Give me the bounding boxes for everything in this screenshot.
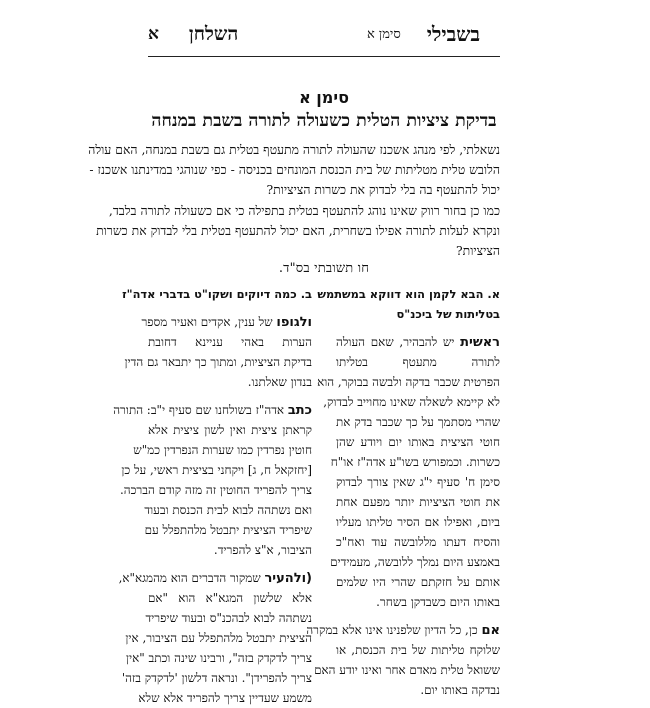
header-rule bbox=[148, 56, 500, 57]
lead-word: (ולהעיר bbox=[264, 571, 312, 586]
paragraph-text: יש להבהיר, שאם העולה bbox=[336, 335, 455, 349]
lead-word: כתב bbox=[287, 403, 312, 418]
paragraph-line: שיפריד הציצית יתבטל מלהתפלל עם bbox=[144, 523, 312, 537]
paragraph-line: צריך לדקדק בזה", ורבינו שינה וכתב "אין bbox=[125, 651, 312, 665]
running-header bbox=[148, 14, 480, 54]
question2-line: כמו כן בחור רווק שאינו נוהג להתעטף בטלית בתפילה כי אם כשעולה לתורה בלבד, bbox=[108, 203, 500, 218]
paragraph-first-line bbox=[141, 312, 312, 332]
paragraph-line: נשתהה לבוא לבהכנ"ס ובעוד שיפריד bbox=[145, 611, 312, 625]
lead-word: אם bbox=[481, 623, 500, 638]
paragraph-line: באמצע היום נמלך ללובשה, מעמידים bbox=[330, 555, 500, 569]
question2-line: הציציות? bbox=[456, 243, 500, 258]
section-a-heading: בטליתות של ביכנ"ס bbox=[396, 307, 500, 321]
question-line: יכול להתעטף בה בלי לבדוק את כשרות הציציות? bbox=[266, 182, 500, 197]
question-line: נשאלתי, לפי מנהג אשכנז שהעולה לתורה מתעטף בטלית גם בשבת במנחה, האם עולה bbox=[88, 142, 500, 157]
running-header-book: בשבילי bbox=[426, 21, 480, 46]
main-title: בדיקת ציציות הטלית כשעולה לתורה בשבת במנחה bbox=[151, 111, 497, 131]
paragraph-line: הפרטית שכבר בדקה ולבשה בבוקר, הוא bbox=[317, 375, 500, 389]
paragraph-line: את חוטי הציציות יותר מפעם אחת bbox=[336, 495, 500, 509]
siman-title: סימן א bbox=[299, 88, 349, 107]
paragraph-line: ואם נשתהה לבוא לבית הכנסת ובעוד bbox=[144, 503, 312, 517]
paragraph-line: שלוקח טליתות של בית הכנסת, או bbox=[336, 643, 500, 657]
section-b-heading: ב. כמה דיוקים ושקו"ט בדברי אדה"ז bbox=[122, 287, 312, 301]
paragraph-first-line bbox=[336, 332, 500, 352]
left-column bbox=[113, 284, 312, 708]
paragraph-line: הערות באהי עניינא דחובת bbox=[148, 335, 312, 349]
lead-word: ראשית bbox=[460, 335, 501, 350]
paragraph-line: והסיח דעתו מללובשה עוד ואח"כ bbox=[336, 535, 500, 549]
running-header-siman: סימן א bbox=[366, 27, 401, 42]
paragraph-line: שהרי מסתמך על כך שכבר בדק את bbox=[336, 415, 500, 429]
paragraph-line: צריך להפרידן". ונראה דלשון 'לדקדק בזה' bbox=[121, 671, 312, 685]
paragraph-line: נבדקה באותו יום. bbox=[420, 683, 500, 697]
paragraph-line: חוטין נפרדין כמו שערות הנפרדין כמ"ש bbox=[133, 443, 312, 457]
page-number: א bbox=[148, 24, 159, 44]
paragraph-line: אותם על חזקתם שהרי היו שלמים bbox=[336, 575, 500, 589]
lead-word: ולגופו bbox=[276, 315, 312, 330]
paragraph-line: באותו היום כשבדקן בשחר. bbox=[376, 595, 500, 609]
paragraph-first-line bbox=[113, 400, 312, 420]
paragraph-line: בנדון שאלתנו. bbox=[247, 375, 312, 389]
running-header-series: השלחן bbox=[188, 22, 239, 45]
question2-line: ונקרא לעלות לתורה אפילו בשחרית, האם יכול להתעטף בטלית בלי לבדוק את כשרות bbox=[96, 223, 500, 238]
paragraph-line: לא קיימא לשאלה שאינו מחוייב לבדוק, bbox=[323, 395, 500, 409]
paragraph-line: ביום, ואפילו אם הסיר טליתו מעליו bbox=[336, 515, 500, 529]
section-a-heading: א. הבא לקמן הוא דווקא במשתמש bbox=[317, 287, 500, 301]
paragraph-line: חוטי הציצית באותו יום ויודע שהן bbox=[336, 435, 500, 449]
question-line: הלובש טלית מטליתות של בית הכנסת המונחים בכניסה - כפי שנוהגי במדינתנו אשכנז - bbox=[89, 162, 500, 177]
paragraph-first-line bbox=[306, 620, 500, 640]
paragraph-line: לתורה מתעטף בטליתו bbox=[336, 355, 500, 369]
paragraph-line: משמע שעדיין צריך להפריד אלא שלא bbox=[138, 691, 312, 705]
paragraph-line: אלא שלשון המגא"א הוא "אם bbox=[148, 591, 312, 605]
paragraph-text: אדה"ז בשולחנו שם סעיף י"ב: התורה bbox=[113, 403, 285, 417]
answer-heading: חו תשובתי בס"ד. bbox=[278, 261, 370, 276]
paragraph-line: קראתן ציצית ואין לשון ציצית אלא bbox=[148, 423, 312, 437]
paragraph-text: של ענין, אקדים ואעיר מספר bbox=[141, 315, 273, 329]
paragraph-line: [יחזקאל ח, ג] ויקחני בציצית ראשי, על כן bbox=[121, 463, 312, 477]
paragraph-first-line bbox=[118, 568, 312, 588]
paragraph-text: כן, כל הדיון שלפנינו אינו אלא במקרה bbox=[306, 623, 478, 637]
paragraph-line: צריך להפריד החוטין זה מזה קודם הברכה. bbox=[119, 483, 312, 497]
paragraph-line: בדיקת הציציות, ומתוך כך יתבאר גם הדין bbox=[124, 355, 312, 369]
paragraph-line: סימן ח' סעיף י"ג שאין צורך לבדוק bbox=[336, 475, 500, 489]
question2-paragraph bbox=[96, 201, 500, 261]
paragraph-line: כשרות. וכמפורש בשו"ע אדה"ז או"ח bbox=[330, 455, 500, 469]
right-column bbox=[306, 284, 501, 700]
question-paragraph bbox=[88, 140, 500, 200]
paragraph-line: הציבור, א"צ להפריד. bbox=[213, 543, 312, 557]
paragraph-line: ששואל טלית מאדם אחר ואינו יודע האם bbox=[314, 663, 500, 677]
paragraph-line: הציצית יתבטל מלהתפלל עם הציבור, אין bbox=[125, 631, 312, 645]
paragraph-text: שמקור הדברים הוא מהמגא"א, bbox=[118, 571, 261, 585]
